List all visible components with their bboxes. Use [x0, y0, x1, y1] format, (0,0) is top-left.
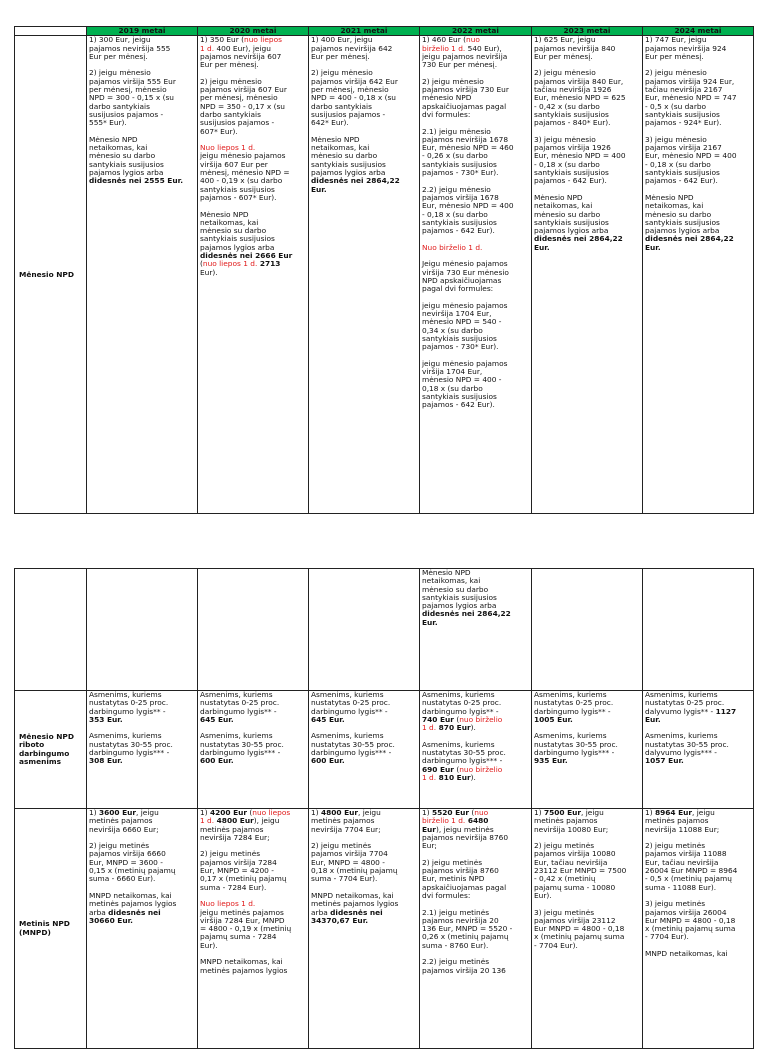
cell-paragraph [200, 850, 308, 891]
cell-paragraph [200, 36, 308, 69]
bold-text: 600 Eur. [200, 756, 234, 766]
cell-menesio-npd-2020 [198, 36, 309, 514]
cell-text: jeigu mėnesio pajamos viršija 607 Eur per mėnesį, mėnesio NPD = 400 - 0,19 x (su darbo santykiais susijusios pajamos - 607* Eur). [200, 151, 290, 202]
cell-text: 2.2) jeigu metinės pajamos viršija 20 136 [422, 957, 506, 975]
cell-paragraph [200, 809, 308, 842]
cell-text: 2) jeigu metinės pajamos viršija 11088 Eur, tačiau neviršija 26004 Eur MNPD = 8964 - 0,5 x (metinių pajamų suma - 11088 Eur). [645, 841, 738, 892]
cell-paragraph [311, 136, 419, 194]
bold-text: didesnės nei 2864,22 Eur. [645, 234, 734, 252]
cell-continuation-2023 [532, 569, 643, 691]
cell-text: ). [470, 772, 476, 782]
bold-text: 4800 Eur [320, 808, 359, 817]
npd-table-page-2 [14, 568, 754, 1049]
cell-text: Mėnesio NPD netaikomas, kai mėnesio su darbo santykiais susijusios pajamos lygios arba [89, 134, 164, 178]
bold-text: 3600 Eur [98, 808, 137, 817]
bold-text: didesnės nei 2864,22 Eur. [311, 176, 400, 194]
cell-menesio-npd-2021 [309, 36, 420, 514]
cell-text: 1) [89, 808, 99, 817]
cell-paragraph [534, 842, 642, 900]
cell-metinis-2020 [198, 809, 309, 1049]
cell-text: , jeigu metinės pajamos neviršija 7704 Eur; [311, 808, 381, 834]
bold-text: 740 Eur [422, 714, 454, 724]
row-label-continuation [15, 569, 87, 691]
cell-continuation-2022 [420, 569, 532, 691]
cell-paragraph [311, 36, 419, 61]
cell-paragraph [645, 69, 753, 127]
cell-text: 1) 460 Eur ( [422, 35, 467, 45]
cell-text: MNPD netaikomas, kai metinės pajamos lygios arba [89, 890, 177, 917]
cell-riboto-2019 [87, 691, 198, 809]
cell-riboto-2022 [420, 691, 532, 809]
cell-paragraph [89, 136, 197, 186]
cell-text: Asmenims, kuriems nustatytas 30-55 proc. darbingumo lygis*** - [534, 731, 618, 758]
cell-text: jeigu mėnesio pajamos viršija 1704 Eur, mėnesio NPD = 400 - 0,18 x (su darbo santykiais susijusios pajamos - 642 Eur). [422, 358, 508, 410]
cell-continuation-2024 [643, 569, 754, 691]
cell-paragraph [645, 842, 753, 892]
cell-paragraph [200, 900, 308, 950]
cell-paragraph [89, 691, 197, 724]
cell-paragraph [311, 732, 419, 765]
cell-paragraph [200, 78, 308, 136]
cell-paragraph [89, 69, 197, 127]
cell-paragraph [422, 36, 531, 69]
cell-paragraph [311, 842, 419, 883]
cell-text: 2) jeigu metinės pajamos viršija 8760 Eur, metinis NPD apskaičiuojamas pagal dvi formules: [422, 857, 507, 900]
cell-paragraph [311, 892, 419, 925]
cell-text: , jeigu metinės pajamos neviršija 6660 Eur; [89, 808, 159, 834]
cell-paragraph [200, 144, 308, 202]
cell-text: 1) [534, 808, 544, 817]
cell-riboto-2021 [309, 691, 420, 809]
row-menesio-npd [15, 36, 754, 514]
cell-text: 2) jeigu mėnesio pajamos viršija 555 Eur per mėnesį, mėnesio NPD = 300 - 0,15 x (su darbo santykiais susijusios pajamos - 555* Eur). [89, 68, 176, 128]
cell-text: Asmenims, kuriems nustatytas 30-55 proc. darbingumo lygis*** - [311, 731, 395, 758]
bold-text: 1127 Eur. [645, 706, 737, 724]
cell-metinis-2021 [309, 809, 420, 1049]
cell-text: 3) jeigu mėnesio pajamos viršija 1926 Eur, mėnesio NPD = 400 - 0,18 x (su darbo santykiais susijusios pajamos - 642 Eur). [534, 134, 626, 186]
cell-text: 2) jeigu metinės pajamos viršija 7704 Eur, MNPD = 4800 - 0,18 x (metinių pajamų suma - 7704 Eur). [311, 841, 398, 884]
bold-text: 308 Eur. [89, 756, 123, 766]
cell-paragraph [645, 136, 753, 186]
cell-text: 1) 300 Eur, jeigu pajamos neviršija 555 Eur per mėnesį. [89, 35, 171, 61]
cell-paragraph [422, 909, 531, 950]
year-header-2024: 2024 metai [643, 27, 754, 36]
cell-paragraph [422, 244, 531, 252]
row-metinis-npd [15, 809, 754, 1049]
cell-menesio-npd-2024 [643, 36, 754, 514]
cell-text: ( [200, 259, 203, 269]
cell-menesio-npd-2022 [420, 36, 532, 514]
cell-paragraph [422, 260, 531, 293]
cell-text: 3) jeigu metinės pajamos viršija 23112 Eur MNPD = 4800 - 0,18 x (metinių pajamų suma - 7704 Eur). [534, 907, 625, 950]
cell-paragraph [200, 958, 308, 975]
cell-text: Jeigu mėnesio pajamos viršija 730 Eur mėnesio NPD apskaičiuojamas pagal dvi formules: [422, 259, 509, 294]
year-header-2023: 2023 metai [532, 27, 643, 36]
cell-paragraph [422, 128, 531, 178]
red-note-text: nuo birželio 1 d. [422, 764, 503, 782]
cell-continuation-2019 [87, 569, 198, 691]
cell-paragraph [534, 136, 642, 186]
bold-text: 2713 [257, 259, 281, 269]
row-riboto-darbingumo [15, 691, 754, 809]
cell-text: , jeigu metinės pajamos neviršija 10080 Eur; [534, 808, 609, 834]
bold-text: 7500 Eur [543, 808, 582, 817]
cell-text: 400 Eur), jeigu pajamos neviršija 607 Eur per mėnesį. [200, 43, 282, 70]
bold-text: 810 Eur [436, 772, 471, 782]
cell-metinis-2024 [643, 809, 754, 1049]
red-note-text: Nuo birželio 1 d. [422, 242, 483, 252]
cell-paragraph [89, 809, 197, 834]
bold-text: 4800 Eur [214, 816, 254, 826]
cell-text: Asmenims, kuriems nustatytas 30-55 proc. darbingumo lygis*** - [89, 731, 173, 758]
red-note-text: nuo birželio 1 d. [422, 35, 480, 53]
cell-text: 1) [200, 808, 210, 817]
bold-text: 645 Eur. [311, 714, 345, 724]
row-label-menesio-npd: Mėnesio NPD [15, 36, 87, 514]
cell-text: Eur). [200, 267, 218, 277]
cell-text: MNPD netaikomas, kai [645, 949, 728, 959]
cell-text: ( [453, 764, 460, 774]
cell-text: 2) jeigu metinės pajamos viršija 7284 Eur, MNPD = 4200 - 0,17 x (metinių pajamų suma - 7284 Eur). [200, 849, 287, 892]
cell-paragraph [422, 741, 531, 782]
cell-paragraph [534, 909, 642, 950]
cell-text: 2) jeigu mėnesio pajamos viršija 642 Eur per mėnesį, mėnesio NPD = 400 - 0,18 x (su darbo santykiais susijusios pajamos - 642* Eur). [311, 68, 398, 128]
bold-text: didesnės nei 2666 Eur [200, 251, 293, 261]
cell-paragraph [422, 360, 531, 410]
cell-text: Asmenims, kuriems nustatytas 0-25 proc. darbingumo lygis** - [200, 690, 280, 716]
cell-text: Asmenims, kuriems nustatytas 0-25 proc. dalyvumo lygis** - [645, 690, 725, 716]
bold-text: didesnės nei 30660 Eur. [89, 907, 161, 925]
bold-text: 353 Eur. [89, 714, 123, 724]
year-header-2021: 2021 metai [309, 27, 420, 36]
bold-text: 8964 Eur [654, 808, 693, 817]
cell-text: , jeigu metinės pajamos neviršija 11088 Eur; [645, 808, 720, 834]
bold-text: 870 Eur [436, 723, 471, 733]
cell-text: Asmenims, kuriems nustatytas 0-25 proc. darbingumo lygis** - [422, 690, 502, 716]
cell-text: 2) jeigu mėnesio pajamos viršija 730 Eur mėnesio NPD apskaičiuojamas pagal dvi formules: [422, 76, 509, 119]
cell-paragraph [422, 302, 531, 352]
cell-text: ( [469, 808, 475, 817]
cell-text: 2) jeigu metinės pajamos viršija 10080 Eur, tačiau neviršija 23112 Eur MNPD = 7500 - 0,42 x (metinių pajamų suma - 10080 Eur). [534, 841, 627, 900]
cell-paragraph [89, 892, 197, 925]
cell-text: ( [247, 808, 253, 817]
cell-paragraph [534, 809, 642, 834]
cell-text: Asmenims, kuriems nustatytas 30-55 proc. darbingumo lygis*** - [422, 739, 506, 766]
bold-text: 5520 Eur [431, 808, 470, 817]
cell-menesio-npd-2019 [87, 36, 198, 514]
cell-continuation-2021 [309, 569, 420, 691]
red-note-text: nuo birželio 1 d. [422, 808, 489, 826]
cell-paragraph [422, 859, 531, 900]
year-header-2020: 2020 metai [198, 27, 309, 36]
year-header-row [15, 27, 754, 36]
row-label-riboto-darbingumo: Mėnesio NPD riboto darbingumo asmenims [15, 691, 87, 809]
cell-paragraph [645, 36, 753, 61]
bold-text: 935 Eur. [534, 756, 568, 766]
cell-text: Asmenims, kuriems nustatytas 0-25 proc. darbingumo lygis** - [89, 690, 169, 716]
cell-text: 2.1) jeigu mėnesio pajamos neviršija 1678 Eur, mėnesio NPD = 460 - 0,26 x (su darbo santykiais susijusios pajamos - 730* Eur). [422, 126, 514, 178]
bold-text: 690 Eur [422, 764, 454, 774]
bold-text: 1005 Eur. [534, 714, 573, 724]
bold-text: didesnės nei 2555 Eur. [89, 176, 184, 186]
cell-text: 1) 400 Eur, jeigu pajamos neviršija 642 Eur per mėnesį. [311, 35, 393, 61]
cell-paragraph [422, 691, 531, 732]
cell-paragraph [422, 958, 531, 975]
cell-text: 1) [311, 808, 321, 817]
cell-text: MNPD netaikomas, kai metinės pajamos lygios arba [311, 890, 399, 917]
cell-paragraph [534, 194, 642, 252]
bold-text: 4200 Eur [209, 808, 248, 817]
cell-text: jeigu mėnesio pajamos neviršija 1704 Eur, mėnesio NPD = 540 - 0,34 x (su darbo santykiais susijusios pajamos - 730* Eur). [422, 300, 508, 352]
red-note-text: Nuo liepos 1 d. [200, 143, 256, 153]
cell-paragraph [89, 36, 197, 61]
cell-paragraph [311, 69, 419, 127]
red-note-text: nuo liepos 1 d. [200, 35, 282, 53]
cell-text: Mėnesio NPD netaikomas, kai mėnesio su darbo santykiais susijusios pajamos lygios arba [200, 209, 275, 252]
cell-riboto-2023 [532, 691, 643, 809]
red-note-text: Nuo liepos 1 d. [200, 899, 256, 909]
cell-paragraph [89, 842, 197, 883]
cell-metinis-2022 [420, 809, 532, 1049]
cell-paragraph [422, 809, 531, 850]
cell-text: Mėnesio NPD netaikomas, kai mėnesio su darbo santykiais susijusios pajamos lygios arba [311, 134, 386, 178]
cell-paragraph [645, 732, 753, 765]
cell-paragraph [645, 809, 753, 834]
cell-paragraph [422, 186, 531, 236]
cell-text: ( [453, 714, 460, 724]
red-note-text: nuo birželio 1 d. [422, 714, 503, 733]
bold-text: 6480 Eur [422, 816, 489, 834]
cell-paragraph [200, 211, 308, 277]
bold-text: 1057 Eur. [645, 756, 684, 766]
cell-text: Asmenims, kuriems nustatytas 30-55 proc. dalyvumo lygis*** - [645, 731, 729, 758]
cell-text: jeigu metinės pajamos viršija 7284 Eur, MNPD = 4800 - 0,19 x (metinių pajamų suma - 7284 Eur). [200, 907, 292, 950]
cell-text: 3) jeigu metinės pajamos viršija 26004 Eur MNPD = 4800 - 0,18 x (metinių pajamų suma - 7704 Eur). [645, 899, 736, 942]
cell-text: 1) [645, 808, 655, 817]
npd-table-page-1 [14, 26, 754, 514]
cell-text: 2.2) jeigu mėnesio pajamos viršija 1678 Eur, mėnesio NPD = 400 - 0,18 x (su darbo santykiais susijusios pajamos - 642 Eur). [422, 184, 514, 236]
cell-text: 2.1) jeigu metinės pajamos neviršija 20 136 Eur, MNPD = 5520 - 0,26 x (metinių pajamų suma - 8760 Eur). [422, 907, 513, 950]
red-note-text: nuo liepos 1 d. [202, 259, 258, 269]
cell-text: 1) 747 Eur, jeigu pajamos neviršija 924 Eur per mėnesį. [645, 35, 727, 61]
cell-paragraph [422, 78, 531, 119]
row-menesio-npd-continuation [15, 569, 754, 691]
cell-paragraph [200, 691, 308, 724]
cell-paragraph [534, 36, 642, 61]
cell-metinis-2023 [532, 809, 643, 1049]
cell-paragraph [645, 950, 753, 958]
cell-paragraph [534, 732, 642, 765]
cell-text: ), jeigu metinės pajamos neviršija 7284 Eur; [200, 816, 280, 842]
cell-text: 540 Eur), jeigu pajamos neviršija 730 Eur per mėnesį. [422, 43, 508, 70]
cell-text: 2) jeigu metinės pajamos viršija 6660 Eur, MNPD = 3600 - 0,15 x (metinių pajamų suma - 6660 Eur). [89, 841, 176, 884]
header-corner-cell [15, 27, 87, 36]
cell-paragraph [645, 900, 753, 941]
row-label-metinis-npd: Metinis NPD (MNPD) [15, 809, 87, 1049]
cell-text: 2) jeigu mėnesio pajamos viršija 924 Eur, tačiau neviršija 2167 Eur, mėnesio NPD = 747 - 0,5 x (su darbo santykiais susijusios pajamos - 924* Eur). [645, 68, 737, 128]
cell-menesio-npd-2023 [532, 36, 643, 514]
bold-text: 645 Eur. [200, 714, 234, 724]
year-header-2022: 2022 metai [420, 27, 532, 36]
cell-paragraph [534, 69, 642, 127]
cell-paragraph [645, 691, 753, 724]
cell-text: ). [470, 723, 476, 733]
bold-text: 600 Eur. [311, 756, 345, 766]
cell-paragraph [89, 732, 197, 765]
cell-text: Asmenims, kuriems nustatytas 0-25 proc. darbingumo lygis** - [311, 690, 391, 716]
cell-metinis-2019 [87, 809, 198, 1049]
cell-text: Mėnesio NPD netaikomas, kai mėnesio su darbo santykiais susijusios pajamos lygios arba [422, 568, 497, 611]
cell-paragraph [534, 691, 642, 724]
cell-paragraph [311, 809, 419, 834]
bold-text: didesnės nei 2864,22 Eur. [534, 234, 623, 252]
red-note-text: nuo liepos 1 d. [200, 808, 291, 826]
year-header-2019: 2019 metai [87, 27, 198, 36]
cell-text: ), jeigu metinės pajamos neviršija 8760 Eur; [422, 824, 509, 851]
cell-text: Mėnesio NPD netaikomas, kai mėnesio su darbo santykiais susijusios pajamos lygios arba [645, 192, 720, 236]
cell-riboto-2020 [198, 691, 309, 809]
cell-text: 3) jeigu mėnesio pajamos viršija 2167 Eur, mėnesio NPD = 400 - 0,18 x (su darbo santykiais susijusios pajamos - 642 Eur). [645, 134, 737, 186]
cell-text: Mėnesio NPD netaikomas, kai mėnesio su darbo santykiais susijusios pajamos lygios arba [534, 192, 609, 236]
cell-continuation-2020 [198, 569, 309, 691]
cell-paragraph [645, 194, 753, 252]
bold-text: didesnės nei 34370,67 Eur. [311, 907, 383, 925]
cell-text: Asmenims, kuriems nustatytas 30-55 proc. darbingumo lygis*** - [200, 731, 284, 758]
cell-text: 1) [422, 808, 432, 817]
cell-paragraph [422, 569, 531, 627]
cell-paragraph [200, 732, 308, 765]
cell-text: 2) jeigu mėnesio pajamos viršija 840 Eur, tačiau neviršija 1926 Eur, mėnesio NPD = 625 - 0,42 x (su darbo santykiais susijusios pajamos - 840* Eur). [534, 68, 626, 128]
cell-text: Asmenims, kuriems nustatytas 0-25 proc. darbingumo lygis** - [534, 690, 614, 716]
cell-text: 1) 625 Eur, jeigu pajamos neviršija 840 Eur per mėnesį. [534, 35, 616, 61]
bold-text: didesnės nei 2864,22 Eur. [422, 609, 511, 627]
cell-text: MNPD netaikomas, kai metinės pajamos lygios [200, 957, 288, 975]
cell-paragraph [311, 691, 419, 724]
cell-text: 1) 350 Eur ( [200, 35, 245, 45]
cell-riboto-2024 [643, 691, 754, 809]
cell-text: 2) jeigu mėnesio pajamos viršija 607 Eur per mėnesį, mėnesio NPD = 350 - 0,17 x (su darbo santykiais susijusios pajamos - 607* Eur). [200, 76, 287, 136]
